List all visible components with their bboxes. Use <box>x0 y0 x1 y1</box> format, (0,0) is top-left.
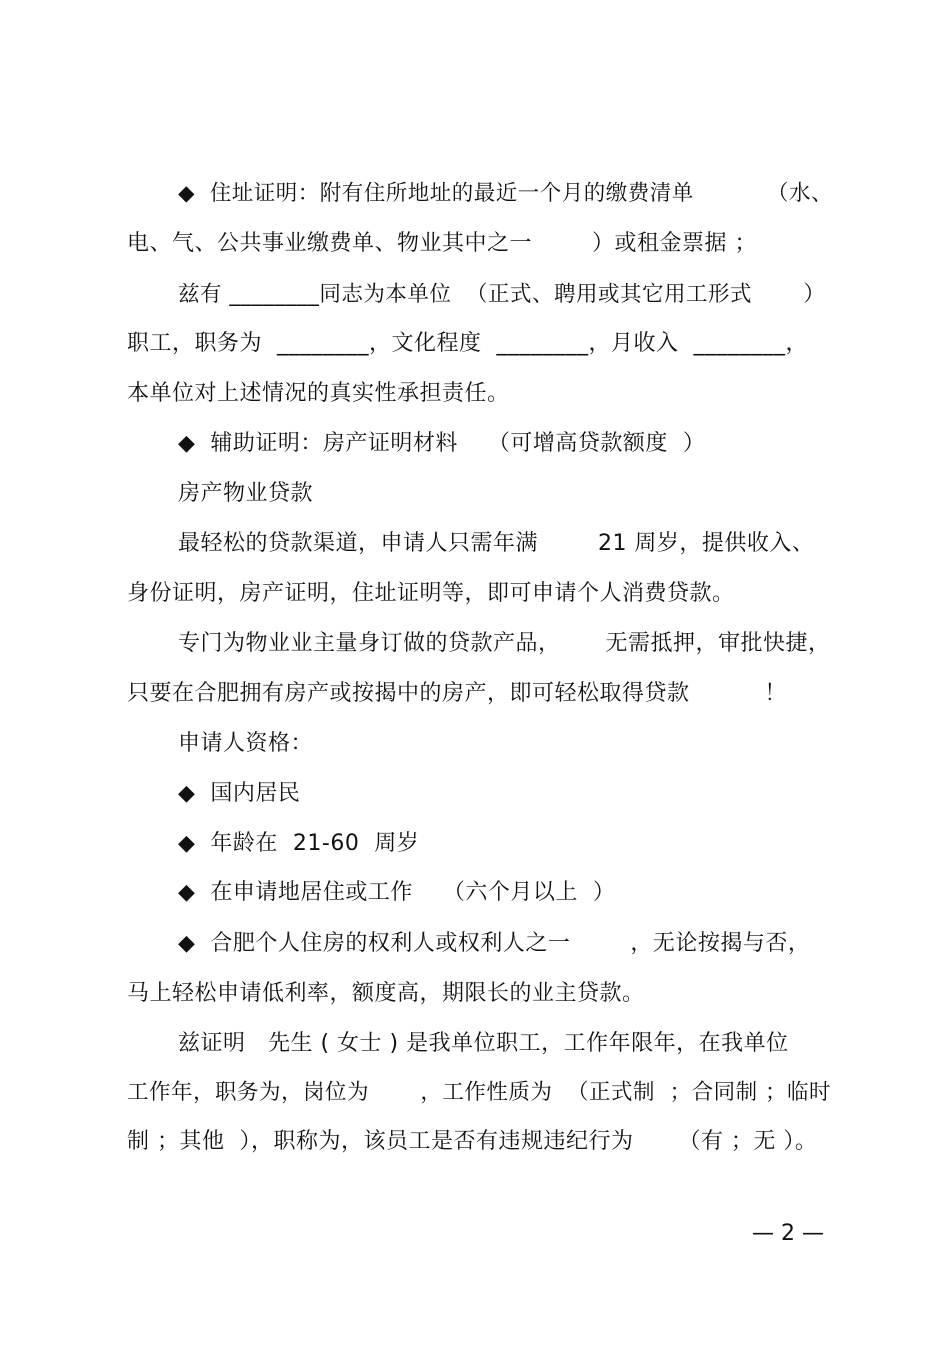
section-heading-property-loan: 房产物业贷款 <box>178 481 314 506</box>
employment-cert-line-1: 兹有 ________同志为本单位 （正式、聘用或其它用工形式 ） <box>178 282 826 307</box>
bullet-owner-line-2: 马上轻松申请低利率，额度高，期限长的业主贷款。 <box>127 981 645 1006</box>
applicant-qualification-heading: 申请人资格： <box>178 731 314 756</box>
bullet-auxiliary-proof: ◆ 辅助证明：房产证明材料 （可增高贷款额度 ） <box>178 431 706 456</box>
bullet-owner-line-1: ◆ 合肥个人住房的权利人或权利人之一 ，无论按揭与否， <box>178 931 811 956</box>
loan-product-line-1: 专门为物业业主量身订做的贷款产品， 无需抵押，审批快捷， <box>178 631 831 656</box>
bullet-address-proof-line-2: 电、气、公共事业缴费单、物业其中之一 ）或租金票据 ； <box>127 231 757 256</box>
loan-product-line-2: 只要在合肥拥有房产或按揭中的房产，即可轻松取得贷款 ！ <box>127 681 787 706</box>
bullet-address-proof-line-1: ◆ 住址证明：附有住所地址的最近一个月的缴费清单 （水、 <box>178 181 834 206</box>
certification-line-1: 兹证明 先生 ( 女士 ) 是我单位职工，工作年限年，在我单位 <box>178 1031 789 1056</box>
bullet-age-range: ◆ 年龄在 21-60 周岁 <box>178 831 420 856</box>
bullet-residence-work: ◆ 在申请地居住或工作 （六个月以上 ） <box>178 880 616 905</box>
bullet-domestic-resident: ◆ 国内居民 <box>178 781 301 806</box>
page-number: — 2 — <box>752 1221 824 1246</box>
certification-line-3: 制 ；其他 ），职称为，该员工是否有违规违纪行为 （有 ；无 ）。 <box>127 1129 818 1154</box>
loan-intro-line-1: 最轻松的贷款渠道，申请人只需年满 21 周岁，提供收入、 <box>178 531 815 556</box>
employment-cert-line-3: 本单位对上述情况的真实性承担责任。 <box>127 381 510 406</box>
employment-cert-line-2: 职工，职务为 ________，文化程度 ________，月收入 ________， <box>127 331 808 356</box>
loan-intro-line-2: 身份证明，房产证明，住址证明等，即可申请个人消费贷款。 <box>127 581 735 606</box>
certification-line-2: 工作年，职务为，岗位为 ，工作性质为 （正式制 ；合同制 ；临时 <box>127 1080 832 1105</box>
